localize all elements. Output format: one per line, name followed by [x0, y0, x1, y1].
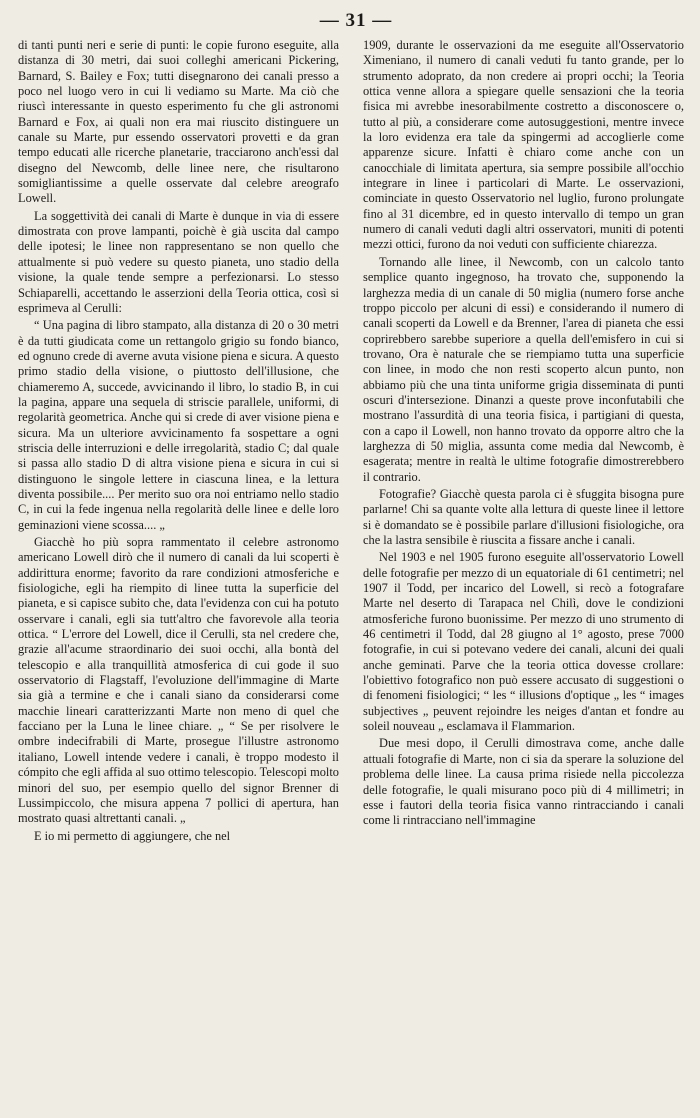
paragraph: 1909, durante le osservazioni da me eseguite all'Osservatorio Ximeniano, il numero di canali veduti fu tanto grande, per lo strumento adoprato, da non credere ai propri occhi; la Teoria ottica venne allora a spiegare quelle sensazioni che la teoria fisica mi avrebbe inesorabilmente costretto a disconoscere o, tutto al più, a considerare come autosuggestioni, mentre invece la loro evidenza era tale da spingermi ad accoglierle come apparenze sicure. Infatti è chiaro come anche con un canocchiale di limitata apertura, sia sempre possibile all'occhio integrare in linee i particolari di Marte. Le osservazioni, cominciate in questo Osservatorio nel luglio, furono prolungate fino al 31 dicembre, ed in questo intervallo di tempo un gran numero di canali veduti dagli altri osservatori, muniti di potenti mezzi ottici, furono da noi veduti con sufficiente chiarezza. — [363, 38, 684, 252]
paragraph: E io mi permetto di aggiungere, che nel — [34, 828, 231, 843]
paragraph: Due mesi dopo, il Cerulli dimostrava come, anche dalle attuali fotografie di Marte, non ci sia da sperare la soluzione del problema delle linee. La causa prima risiede nella piccolezza delle fotografie, le quali misurano poco più di 4 millimetri; in esse i fautori della teoria fisica vanno rintracciando i canali come li rintracciano nell'immagine — [363, 736, 684, 828]
paragraph: Fotografie? Giacchè questa parola ci è sfuggita bisogna pure parlarne! Chi sa quante volte alla lettura di queste linee il lettore si è domandato se è possibile parlare d'illusioni fisiologiche, ora che la lastra sensibile è riuscita a fissare anche i canali. — [363, 486, 684, 547]
paragraph: “ Una pagina di libro stampato, alla distanza di 20 o 30 metri è da tutti giudicata come un rettangolo grigio su fondo bianco, ed ognuno crede di averne avuta visione piena e sicura. A questo primo stadio della visione, o piuttosto dell'illusione, che chiameremo A, succede, avvicinando il libro, lo stadio B, in cui la pagina, appare una sequela di striscie parallele, uniformi, di regolarità geometrica. Anche qui si crede di aver visione piena e sicura. Ma un ulteriore avvicinamento fa sospettare a ogni striscia delle interruzioni e delle irregolarità, stadio C; dal quale si passa allo stadio D di altra visione piena e sicura in cui si distinguono le singole lettere in ciascuna linea, e la lettura diventa possibile.... Per merito suo ora noi entriamo nello stadio C, in cui la fede ingenua nella regolarità delle linee e delle loro geminazioni viene scossa.... „ — [18, 318, 339, 532]
paragraph: Tornando alle linee, il Newcomb, con un calcolo tanto semplice quanto ingegnoso, ha trovato che, supponendo la larghezza media di un canale di 50 miglia (numero forse anche troppo piccolo per alcuni di essi) e considerando il numero di canali scoperti da Lowell e da Brenner, l'area di pianeta che essi coprirebbero sarebbe superiore a quella dell'emisfero in cui si trovano, Ora è naturale che se riempiamo tutta una superficie con linee, in modo che non resti scoperto alcun punto, non abbiamo più che una tinta uniforme grigia disseminata di punti oscuri d'intersezione. Dinanzi a queste prove inconfutabili che mostrano l'assurdità di una teoria fisica, i partigiani di questa, con a capo il Lowell, non hanno trovato da opporre altro che la larghezza di 50 miglia, assunta come media dal Newcomb, è esagerata; mentre in realtà le ultime fotografie dimostrerebbero il contrario. — [363, 254, 684, 484]
paragraph: La soggettività dei canali di Marte è dunque in via di essere dimostrata con prove lampanti, poichè è già uscita dal campo delle ipotesi; le linee non rappresentano se non quello che attualmente si può vedere su questo pianeta, uno stadio della visione, la quale tende sempre a perfezionarsi. Lo stesso Schiaparelli, accettando le asserzioni della Teoria ottica, così si esprimeva al Cerulli: — [18, 208, 339, 315]
right-column — [363, 38, 684, 844]
page-number: — 31 — — [319, 10, 393, 31]
paragraph: di tanti punti neri e serie di punti: le copie furono eseguite, alla distanza di 30 metri, dai suoi colleghi americani Pickering, Barnard, S. Bailey e Fox; tutti disegnarono dei canali presso a poco nel luogo vero in cui li vediamo su Marte. Ma ciò che riuscì interessante in questo esperimento fu che gli astronomi Barnard e Fox, ai quali non era mai riuscito distinguere un canale su Marte, pur essendo osservatori provetti e da gran tempo educati alle ricerche planetarie, tracciarono anch'essi dal disegno del Newcomb, delle linee nere, che risultarono somigliantissime a quelle osservate dal celebre areografo Lowell. — [18, 38, 339, 206]
text-columns — [18, 38, 684, 844]
paragraph: Giacchè ho più sopra rammentato il celebre astronomo americano Lowell dirò che il numero di canali da lui scoperti è addirittura enorme; favorito da rare condizioni atmosferiche e fisiologiche, egli ha riempito di linee tutta la superficie del pianeta, e si capisce subito che, data l'evidenza con cui ha potuto osservare i canali, egli sia tutt'altro che favorevole alla teoria ottica. “ L'errore del Lowell, dice il Cerulli, sta nel credere che, grazie all'acume straordinario dei suoi occhi, alla bontà del telescopio e alla tranquillità atmosferica di cui gode il suo osservatorio di Flagstaff, l'evoluzione dell'immagine di Marte sia già a termine e che i canali siano da considerarsi come macchie lineari caratterizzanti Marte non meno di quel che facciano per la Luna le linee chiare. „ “ Se per risolvere le ombre indecifrabili di Marte, prosegue l'illustre astronomo italiano, Lowell intende vedere i canali, è troppo modesto il cómpito che egli affida al suo ottimo telescopio. Telescopi molto minori del suo, per esempio quello del signor Brenner di Lussimpiccolo, che misura appena 7 pollici di apertura, han mostrato quasi altrettanti canali. „ — [18, 535, 339, 826]
left-column — [18, 38, 339, 844]
paragraph: Nel 1903 e nel 1905 furono eseguite all'osservatorio Lowell delle fotografie per mezzo di un equatoriale di 61 centimetri; nel 1907 il Todd, per incarico del Lowell, si recò a fotografare Marte nel deserto di Tarapaca nel Chilì, dove le condizioni atmosferiche furono buonissime. Per mezzo di uno strumento di 46 centimetri il Todd, dal 28 giugno al 1° agosto, prese 7000 fotografie, in cui si potevano vedere dei canali, alcuni dei quali anche geminati. Parve che la teoria ottica dovesse crollare: l'obiettivo fotografico non può essere accusato di suggestioni o di fenomeni fisiologici; “ les “ illusions d'optique „ les “ images subjectives „ peuvent rejoindre les neiges d'antan et fondre au soleil nouveau „ esclamava il Flammarion. — [363, 550, 684, 734]
